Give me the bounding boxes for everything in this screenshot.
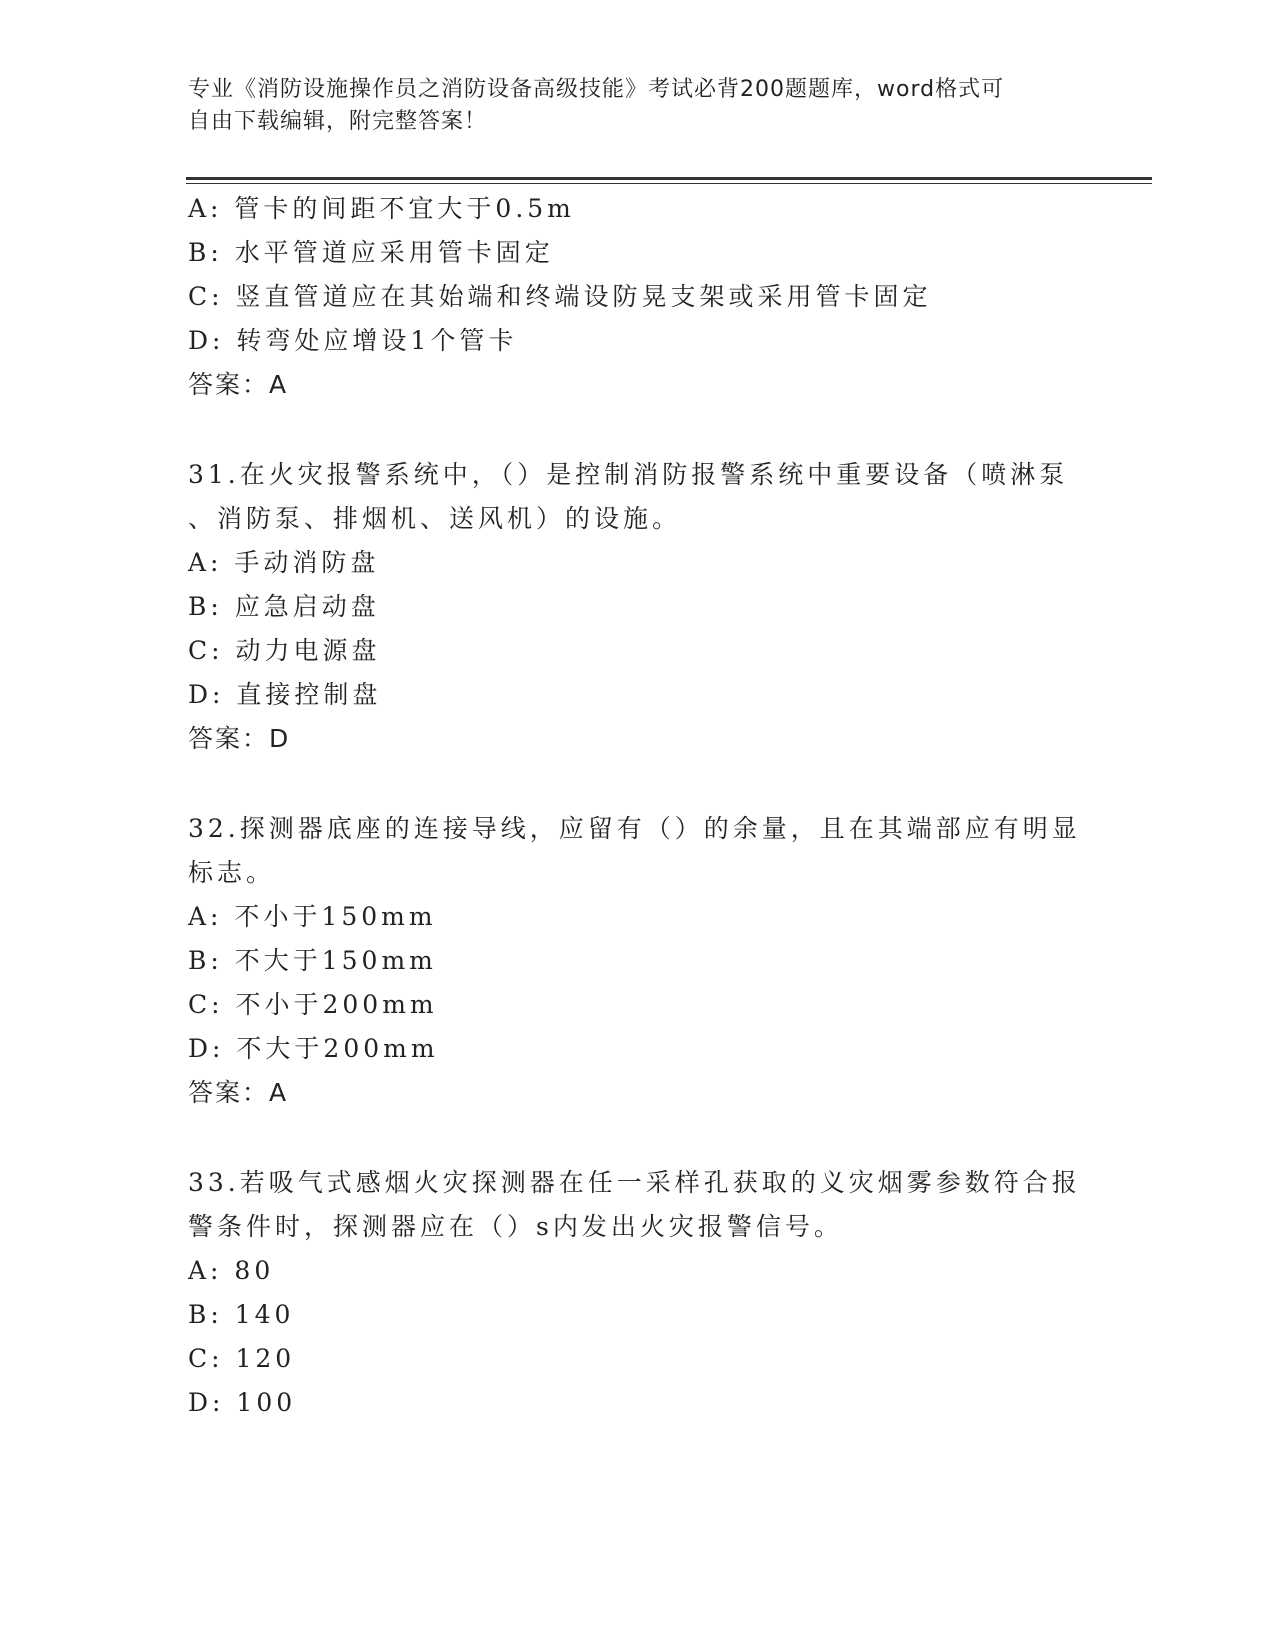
- q31-option-d: D: 直接控制盘: [188, 680, 382, 709]
- header-divider-thick: [186, 177, 1152, 180]
- q31-answer: 答案：D: [188, 724, 291, 753]
- q32-stem-line-2: 标志。: [188, 858, 276, 887]
- q32-answer: 答案：A: [188, 1078, 289, 1107]
- q30-option-c: C: 竖直管道应在其始端和终端设防晃支架或采用管卡固定: [188, 282, 932, 311]
- q33-option-d: D: 100: [188, 1388, 297, 1417]
- q32-option-b: B: 不大于150mm: [188, 946, 437, 975]
- q31-option-c: C: 动力电源盘: [188, 636, 381, 665]
- q32-option-d: D: 不大于200mm: [188, 1034, 439, 1063]
- q33-option-b: B: 140: [188, 1300, 295, 1329]
- q33-option-c: C: 120: [188, 1344, 296, 1373]
- q30-option-d: D: 转弯处应增设1个管卡: [188, 326, 518, 355]
- q32-stem-line-1: 32.探测器底座的连接导线，应留有（）的余量，且在其端部应有明显: [188, 814, 1081, 843]
- q33-option-a: A: 80: [188, 1256, 275, 1285]
- q31-stem-line-1: 31.在火灾报警系统中，（）是控制消防报警系统中重要设备（喷淋泵: [188, 460, 1069, 489]
- q31-stem-line-2: 、消防泵、排烟机、送风机）的设施。: [188, 504, 682, 533]
- q33-stem-line-1: 33.若吸气式感烟火灾探测器在任一采样孔获取的义灾烟雾参数符合报: [188, 1168, 1081, 1197]
- q32-option-c: C: 不小于200mm: [188, 990, 438, 1019]
- q33-stem-line-2: 警条件时，探测器应在（）s内发出火灾报警信号。: [188, 1212, 843, 1241]
- header-line-1: 专业《消防设施操作员之消防设备高级技能》考试必背200题题库，word格式可: [188, 77, 1005, 102]
- document-header: [188, 74, 1088, 138]
- q31-option-a: A: 手动消防盘: [188, 548, 380, 577]
- q30-answer: 答案：A: [188, 370, 289, 399]
- q32-option-a: A: 不小于150mm: [188, 902, 437, 931]
- header-line-2: 自由下载编辑，附完整答案！: [188, 109, 488, 134]
- header-divider-thin: [186, 183, 1152, 184]
- q31-option-b: B: 应急启动盘: [188, 592, 380, 621]
- q30-option-b: B: 水平管道应采用管卡固定: [188, 238, 554, 267]
- q30-option-a: A: 管卡的间距不宜大于0.5m: [188, 194, 575, 223]
